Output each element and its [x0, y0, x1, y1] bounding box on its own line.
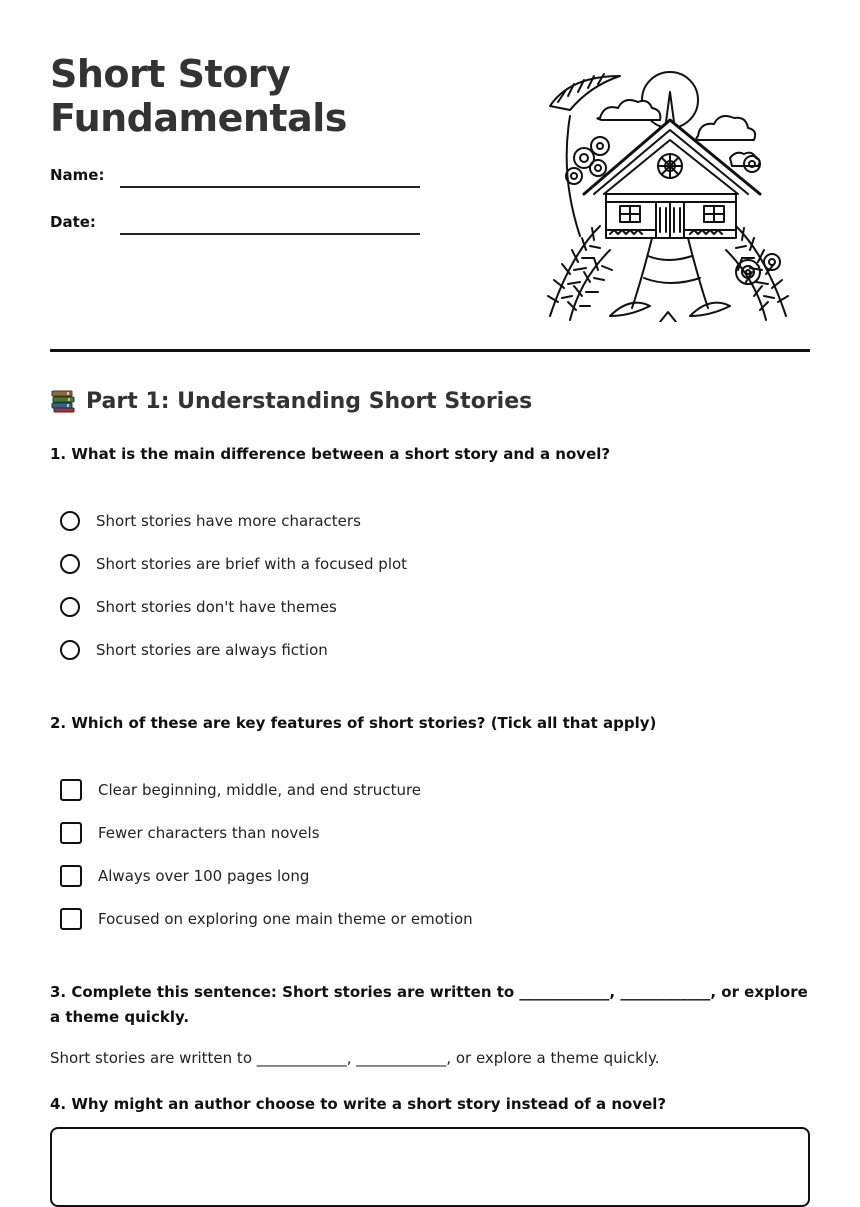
- q4-answer-box[interactable]: [50, 1127, 810, 1207]
- title-line-2: Fundamentals: [50, 96, 347, 140]
- date-field[interactable]: [120, 233, 420, 235]
- q2-option-3[interactable]: [60, 865, 309, 887]
- q2-option-2[interactable]: [60, 822, 320, 844]
- section-divider: [50, 349, 810, 352]
- q1-option-1[interactable]: [60, 511, 361, 531]
- checkbox[interactable]: [60, 779, 82, 801]
- date-label: Date:: [50, 213, 96, 231]
- question-4: 4. Why might an author choose to write a short story instead of a novel?: [50, 1095, 667, 1113]
- q1-option-3[interactable]: [60, 597, 337, 617]
- radio-button[interactable]: [60, 640, 80, 660]
- books-icon: [50, 388, 76, 414]
- option-label: Focused on exploring one main theme or emotion: [98, 910, 473, 928]
- name-field[interactable]: [120, 186, 420, 188]
- question-2: 2. Which of these are key features of short stories? (Tick all that apply): [50, 714, 657, 732]
- q3-sentence: Short stories are written to ____________, ____________, or explore a theme quickly.: [50, 1049, 660, 1067]
- cottage-illustration: [540, 66, 796, 322]
- option-label: Short stories have more characters: [96, 512, 361, 530]
- radio-button[interactable]: [60, 597, 80, 617]
- checkbox[interactable]: [60, 822, 82, 844]
- title-line-1: Short Story: [50, 52, 291, 96]
- option-label: Always over 100 pages long: [98, 867, 310, 885]
- radio-button[interactable]: [60, 554, 80, 574]
- part1-heading: [50, 388, 532, 414]
- question-1: 1. What is the main difference between a short story and a novel?: [50, 445, 611, 463]
- question-3: 3. Complete this sentence: Short stories are written to ____________, ____________, or explore a theme quickly.: [50, 983, 808, 1026]
- option-label: Clear beginning, middle, and end structure: [98, 781, 422, 799]
- checkbox[interactable]: [60, 865, 82, 887]
- q1-option-2[interactable]: [60, 554, 407, 574]
- q2-option-1[interactable]: [60, 779, 421, 801]
- option-label: Short stories don't have themes: [96, 598, 337, 616]
- radio-button[interactable]: [60, 511, 80, 531]
- q2-option-4[interactable]: [60, 908, 473, 930]
- checkbox[interactable]: [60, 908, 82, 930]
- worksheet-title: [50, 52, 347, 140]
- option-label: Short stories are brief with a focused plot: [96, 555, 408, 573]
- q1-option-4[interactable]: [60, 640, 328, 660]
- part1-heading-text: Part 1: Understanding Short Stories: [86, 388, 533, 414]
- name-label: Name:: [50, 166, 105, 184]
- option-label: Short stories are always fiction: [96, 641, 328, 659]
- option-label: Fewer characters than novels: [98, 824, 320, 842]
